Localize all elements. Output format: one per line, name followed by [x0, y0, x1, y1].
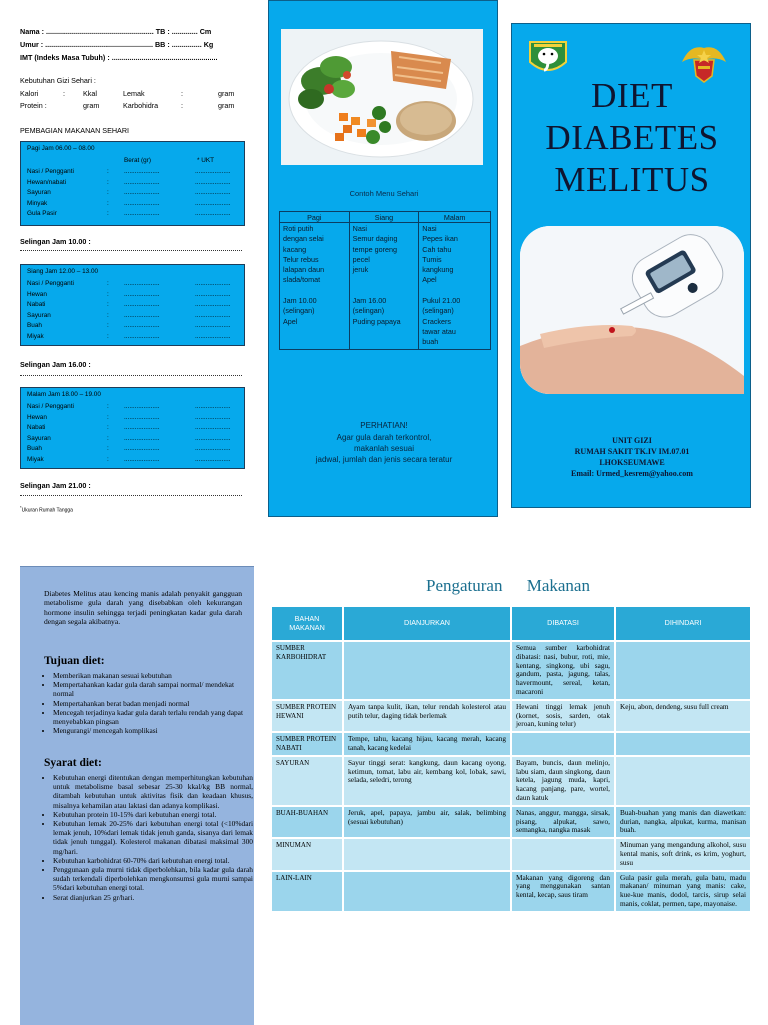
dotted-field: .................... [195, 445, 231, 452]
dotted-field: .................... [195, 178, 231, 186]
colon: : [107, 424, 109, 431]
colon: : [107, 168, 109, 175]
meal-row-label: Sayuran [27, 434, 51, 442]
list-item: • Kebutuhan lemak 20-25% dari kebutuhan energi total (<10%dari lemak jenuh, 10%dari lemak tidak jenuh ganda, sisanya dari lemak tidak jenuh tunggal). Kolesterol makanan dibatasi maksimal 300 mg/hari. [53, 819, 253, 856]
info-panel [20, 566, 254, 1025]
dotted-line [20, 495, 242, 496]
menu-header-siang: Siang [349, 212, 419, 223]
tujuan-list [44, 671, 253, 735]
kebutuhan-title: Kebutuhan Gizi Sehari : [20, 76, 96, 85]
cover-title-line: DIET [591, 76, 673, 115]
meal-row-label: Minyak [27, 199, 48, 207]
meal-row-label: Nasi / Pengganti [27, 280, 74, 287]
colon: : [107, 301, 109, 308]
dotted-field: .................... [195, 189, 231, 196]
list-item: • Kebutuhan karbohidrat 60-70% dari kebutuhan energi total. [53, 856, 253, 865]
elephant-emblem-icon [526, 38, 570, 78]
warning-line: Agar gula darah terkontrol, [336, 433, 432, 442]
tujuan-title: Tujuan diet: [44, 655, 105, 667]
table-row: MINUMAN Minuman yang mengandung alkohol, susu kental manis, soft drink, es krim, yoghurt, susu [271, 838, 751, 870]
meal-row-label: Miyak [27, 332, 44, 340]
unit-gizi: UNIT GIZI [612, 436, 652, 445]
dotted-field: .................... [195, 434, 231, 442]
glucose-meter-photo [520, 226, 744, 394]
dotted-field: .................... [124, 168, 160, 175]
meal-row [27, 403, 238, 412]
nama-line: Nama : ...................................................... TB : ............. Cm [20, 27, 212, 36]
selingan-21: Selingan Jam 21.00 : [20, 481, 91, 490]
meal-row [27, 445, 238, 454]
table-row: SAYURAN Sayur tinggi serat: kangkung, daun kacang oyong, ketimun, tomat, labu air, kembang kol, lobak, sawi, selada, seledri, terong Bayam, buncis, daun melinjo, labu siam, daun singkong, daun ketela, jagung muda, kapri, kacang panjang, pare, wortel, daun katuk [271, 756, 751, 806]
dotted-field: .................... [124, 189, 160, 196]
dotted-field: .................... [195, 210, 231, 217]
dotted-field: .................... [195, 332, 231, 340]
list-item: • Memberikan makanan sesuai kebutuhan [53, 671, 253, 680]
table-title: Pengaturan Makanan [426, 576, 590, 595]
table-row: LAIN-LAIN Makanan yang digoreng dan yang menggunakan santan kental, kecap, saus tiram Gula pasir gula merah, gula batu, madu makanan/ minuman yang manis: cake, kue-kue manis, dodol, tarcis, sirup selai manis, coklat, permen, tape, mayonaise. [271, 871, 751, 912]
city-name: LHOKSEUMAWE [599, 458, 665, 467]
hospital-name: RUMAH SAKIT TK.IV IM.07.01 [574, 447, 690, 456]
dotted-field: .................... [195, 301, 231, 308]
warning-line: jadwal, jumlah dan jenis secara teratur [315, 455, 453, 464]
menu-table [279, 211, 491, 350]
colon: : [107, 455, 109, 463]
dotted-field: .................... [195, 424, 231, 431]
menu-header-pagi: Pagi [280, 212, 350, 223]
meal-row [27, 210, 238, 219]
selingan-16: Selingan Jam 16.00 : [20, 360, 91, 369]
cover-title-line: MELITUS [554, 160, 710, 199]
pembagian-title: PEMBAGIAN MAKANAN SEHARI [20, 126, 130, 135]
list-item: • Kebutuhan energi ditentukan dengan memperhitungkan kebutuhan untuk metabolisme basal sebesar 25-30 kkal/kg BB normal, ditambah kebutuhan untuk aktivitas fisik dan keadaan khusus, misalnya kehamilan atau laktasi dan adanya komplikasi. [53, 773, 253, 810]
colon: : [107, 311, 109, 319]
imt-line: IMT (Indeks Masa Tubuh) : ..................................................... [20, 53, 218, 62]
meal-row-label: Buah [27, 445, 42, 452]
meal-row-label: Nabati [27, 301, 46, 308]
list-item: • Mencegah terjadinya kadar gula darah terlalu rendah yang dapat menyebabkan pingsan [53, 708, 253, 726]
table-row: SUMBER PROTEIN NABATI Tempe, tahu, kacang hijau, kacang merah, kacang tanah, kacang kedelai [271, 732, 751, 756]
footnote: *Ukuran Rumah Tangga [20, 505, 73, 514]
meal-row-label: Nasi / Pengganti [27, 403, 74, 410]
meal-row-label: Nabati [27, 424, 46, 431]
colon: : [107, 178, 109, 186]
dotted-field: .................... [124, 178, 160, 186]
meal-row [27, 424, 238, 433]
colon: : [107, 322, 109, 329]
intro-paragraph: Diabetes Melitus atau kencing manis adalah penyakit gangguan metabolisme gula darah yang disebabkan oleh kekurangan hormone insulin sehingga terjadi peningkatan kadar gula darah dengan segala akibatnya. [44, 589, 242, 627]
list-item: • Kebutuhan protein 10-15% dari kebutuhan energi total. [53, 810, 253, 819]
colon: : [107, 199, 109, 207]
dotted-field: .................... [124, 455, 160, 463]
meal-header: Pagi Jam 06.00 – 08.00 [27, 145, 95, 152]
colon: : [107, 434, 109, 442]
meal-row [27, 435, 238, 444]
dotted-field: .................... [124, 445, 160, 452]
dotted-field: .................... [124, 210, 160, 217]
col-ukt: * UKT [197, 157, 215, 164]
dotted-field: .................... [124, 332, 160, 340]
table-header: DIANJURKAN [343, 606, 511, 641]
menu-cell-malam: Nasi Pepes ikan Cah tahu Tumis kangkung Apel Pukul 21.00 (selingan) Crackers tawar atau buah [419, 223, 491, 350]
colon: : [107, 332, 109, 340]
meal-box-malam [20, 387, 245, 469]
menu-caption: Contoh Menu Sehari [349, 189, 419, 198]
meal-row [27, 322, 238, 331]
meal-row [27, 200, 238, 209]
menu-cell-pagi: Roti putih dengan selai kacang Telur rebus lalapan daun slada/tomat Jam 10.00 (selingan) Apel [280, 223, 350, 350]
dotted-field: .................... [124, 290, 160, 298]
list-item: • Serat dianjurkan 25 gr/hari. [53, 893, 253, 902]
table-header: BAHAN MAKANAN [271, 606, 343, 641]
col-berat: Berat (gr) [124, 157, 151, 164]
dotted-field: .................... [124, 424, 160, 431]
warning-line: makanlah sesuai [353, 444, 415, 453]
list-item: • Mengurangi/ mencegah komplikasi [53, 726, 253, 735]
dotted-field: .................... [195, 455, 231, 463]
dotted-field: .................... [124, 434, 160, 442]
menu-cell-siang: Nasi Semur daging tempe goreng pecel jeruk Jam 16.00 (selingan) Puding papaya [349, 223, 419, 350]
meal-row [27, 168, 238, 177]
meal-header: Malam Jam 18.00 – 19.00 [27, 391, 101, 398]
dotted-field: .................... [195, 403, 231, 410]
colon: : [107, 290, 109, 298]
table-row: SUMBER PROTEIN HEWANI Ayam tanpa kulit, ikan, telur rendah kolesterol atau putih telur, daging tidak berlemak Hewani tinggi lemak jenuh (kornet, sosis, sarden, otak jeroan, kuning telur) Keju, abon, dendeng, susu full cream [271, 700, 751, 732]
meal-row [27, 179, 238, 188]
meal-row-label: Sayuran [27, 311, 51, 319]
warning-title: PERHATIAN! [360, 421, 408, 430]
table-header: DIBATASI [511, 606, 615, 641]
menu-panel [268, 0, 498, 517]
dotted-field: .................... [195, 322, 231, 329]
colon: : [107, 413, 109, 421]
dotted-field: .................... [195, 413, 231, 421]
dotted-field: .................... [124, 403, 160, 410]
syarat-list [44, 773, 253, 902]
dotted-field: .................... [124, 311, 160, 319]
meal-row-label: Hewan [27, 413, 47, 421]
email-text: Email: Urmed_kesrem@yahoo.com [571, 469, 693, 478]
dotted-field: .................... [124, 199, 160, 207]
dotted-field: .................... [195, 168, 231, 175]
meal-row-label: Nasi / Pengganti [27, 168, 74, 175]
list-item: • Mempertahankan berat badan menjadi normal [53, 699, 253, 708]
dotted-field: .................... [124, 301, 160, 308]
dotted-line [20, 375, 242, 376]
meal-row [27, 414, 238, 423]
dotted-field: .................... [124, 413, 160, 421]
meal-row-label: Hewan/nabati [27, 178, 67, 186]
meal-row [27, 456, 238, 465]
plate-of-food-photo [281, 29, 483, 165]
meal-header: Siang Jam 12.00 – 13.00 [27, 268, 99, 275]
meal-row [27, 301, 238, 310]
dotted-field: .................... [124, 322, 160, 329]
table-header: DIHINDARI [615, 606, 751, 641]
list-item: • Penggunaan gula murni tidak diperbolehkan, bila kadar gula darah sudah terkendali diperbolehkan mengkonsumsi gula murni sampai 5%dari kebutuhan energi total. [53, 865, 253, 893]
colon: : [107, 210, 109, 217]
meal-box-pagi [20, 141, 245, 226]
dotted-line [20, 250, 242, 251]
meal-row-label: Sayuran [27, 189, 51, 196]
food-table [270, 605, 752, 913]
meal-row-label: Buah [27, 322, 42, 329]
menu-header-malam: Malam [419, 212, 491, 223]
umur-line: Umur : ...................................................... BB : ............... Kg [20, 40, 214, 49]
meal-box-siang [20, 264, 245, 346]
list-item: • Mempertahankan kadar gula darah sampai normal/ mendekat normal [53, 680, 253, 698]
meal-row [27, 333, 238, 342]
colon: : [107, 445, 109, 452]
meal-row-label: Hewan [27, 290, 47, 298]
meal-row-label: Miyak [27, 455, 44, 463]
colon: : [107, 280, 109, 287]
meal-row-label: Gula Pasir [27, 210, 57, 217]
colon: : [107, 403, 109, 410]
colon: : [107, 189, 109, 196]
dotted-field: .................... [195, 280, 231, 287]
selingan-10: Selingan Jam 10.00 : [20, 237, 91, 246]
meal-row [27, 189, 238, 198]
form-panel: Nama : ...................................................... TB : ............. Cm Umur : ...................................................... BB : ............... Kg IMT (Indeks Masa Tubuh) : ..................................................... Kebutuhan Gizi Sehari : Kalori : Kkal Lemak : gram Protein : gram Karbohidra : gram PEMBAGIAN MAKANAN SEHARI Pagi Jam 06.00 – 08.00 Berat (gr) * UKT Nasi / Pengganti : .................... .................... Hewan/nabati : .................... .................... Sayuran : .................... .................... Minyak : .................... .................... Gula Pasir : .................... .................... Selingan Jam 10.00 : Siang Jam 12.00 – 13.00 Nasi / Pengganti : .................... .................... Hewan : .................... .................... Nabati : .................... .................... Sayuran : .................... .................... Buah : .................... .................... Miyak : .................... .................... Selingan Jam 16.00 : Malam Jam 18.00 – 19.00 Nasi / Pengganti : .................... .................... Hewan : .................... .................... Nabati : .................... .................... Sayuran : .................... .................... Buah : .................... .................... Miyak : .................... .................... Selingan Jam 21.00 : *Ukuran Rumah Tangga [0, 0, 262, 520]
table-row: SUMBER KARBOHIDRAT Semua sumber karbohidrat dibatasi: nasi, bubur, roti, mie, kentang, singkong, ubi sagu, gandum, pasta, jagung, talas, havermount, sereal, ketan, macaroni [271, 641, 751, 700]
cover-panel [511, 23, 751, 508]
cover-title-line: DIABETES [545, 118, 719, 157]
dotted-field: .................... [195, 199, 231, 207]
table-row: BUAH-BUAHAN Jeruk, apel, papaya, jambu air, salak, belimbing (sesuai kebutuhan) Nanas, anggur, mangga, sirsak, pisang, alpukat, sawo, semangka, nangka masak Buah-buahan yang manis dan diawetkan: durian, nangka, alpukat, kurma, manisan buah. [271, 806, 751, 838]
dotted-field: .................... [124, 280, 160, 287]
syarat-title: Syarat diet: [44, 757, 102, 769]
meal-row [27, 280, 238, 289]
dotted-field: .................... [195, 290, 231, 298]
meal-row [27, 312, 238, 321]
dotted-field: .................... [195, 311, 231, 319]
meal-row [27, 291, 238, 300]
